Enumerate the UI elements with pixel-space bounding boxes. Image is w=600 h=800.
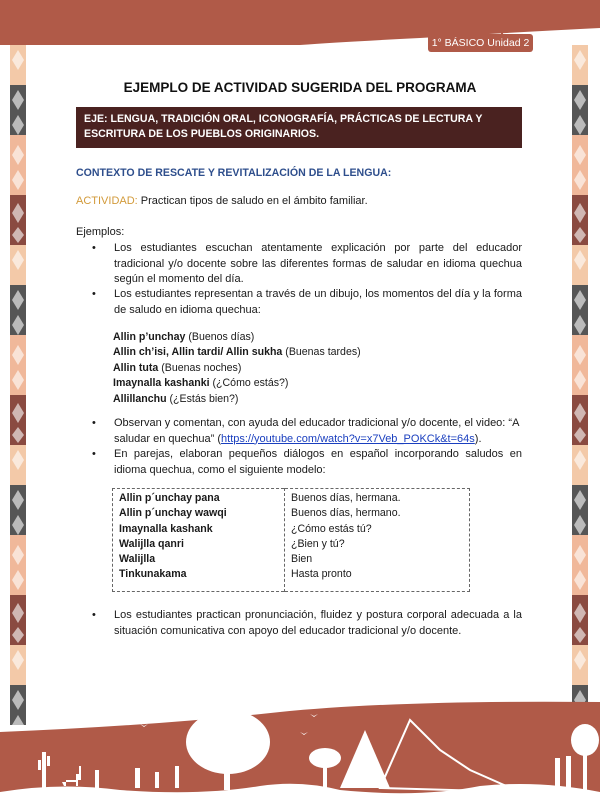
spanish-column: Buenos días, hermana. Buenos días, hermano. ¿Cómo estás tú? ¿Bien y tú? Bien Hasta pronto [291,492,401,581]
greetings-list [113,330,361,407]
video-link[interactable]: https://youtube.com/watch?v=x7Veb_POKCk&t=64s [221,432,475,445]
eje-banner: EJE: LENGUA, TRADICIÓN ORAL, ICONOGRAFÍA, PRÁCTICAS DE LECTURA Y ESCRITURA DE LOS PUEBLOS ORIGINARIOS. [76,107,522,148]
dialog-table [112,488,470,592]
bullet-item: • Los estudiantes escuchan atentamente explicación por parte del educador tradicional y/o docente sobre las diferentes formas de saludar en idioma quechua según el momento del día. [92,242,522,285]
greeting-item: Imaynalla kashanki (¿Cómo estás?) [113,377,289,390]
greeting-item: Allin ch’isi, Allin tardi/ Allin sukha (Buenas tardes) [113,346,361,359]
activity-label: ACTIVIDAD: [76,195,138,207]
greeting-item: Allillanchu (¿Estás bien?) [113,392,239,405]
bullet-icon: • [92,288,96,300]
page-title: EJEMPLO DE ACTIVIDAD SUGERIDA DEL PROGRAMA [123,80,477,95]
bullet-item: • Los estudiantes representan a través de un dibujo, los momentos del día y la forma de saludo en idioma quechua: [92,288,522,316]
bullet-item: • Observan y comentan, con ayuda del educador tradicional y/o docente, el video: “A saludar en quechua” (https://youtube.com/watch?v=x7Veb_POKCk&t=64s). [92,417,519,445]
bullet-icon: • [92,448,96,460]
examples-label: Ejemplos: [76,226,125,238]
bullet-icon: • [92,417,96,429]
grade-unit-badge: 1° BÁSICO Unidad 2 [428,34,533,52]
bullet-icon: • [92,242,96,254]
activity-line [76,195,368,207]
table-row [113,489,470,592]
quechua-column: Allin p´unchay pana Allin p´unchay wawqi Imaynalla kashank Walijlla qanri Walijlla Tinkunakama [113,489,285,592]
bullet-item: • Los estudiantes practican pronunciación, fluidez y postura corporal adecuada a la situación comunicativa con apoyo del educador tradicional y/o docente. [92,609,522,637]
right-woven-border [572,45,588,725]
bullet-item: • En parejas, elaboran pequeños diálogos en español incorporando saludos en idioma quechua, como el siguiente modelo: [92,448,522,476]
left-woven-border [10,45,26,725]
bottom-landscape-illustration [0,700,600,800]
greeting-item: Allin p’unchay (Buenos días) [113,331,255,343]
activity-text: Practican tipos de saludo en el ámbito familiar. [137,195,368,207]
bullet-icon: • [92,609,96,621]
context-heading: CONTEXTO DE RESCATE Y REVITALIZACIÓN DE LA LENGUA: [76,167,392,179]
greeting-item: Allin tuta (Buenas noches) [113,361,242,374]
